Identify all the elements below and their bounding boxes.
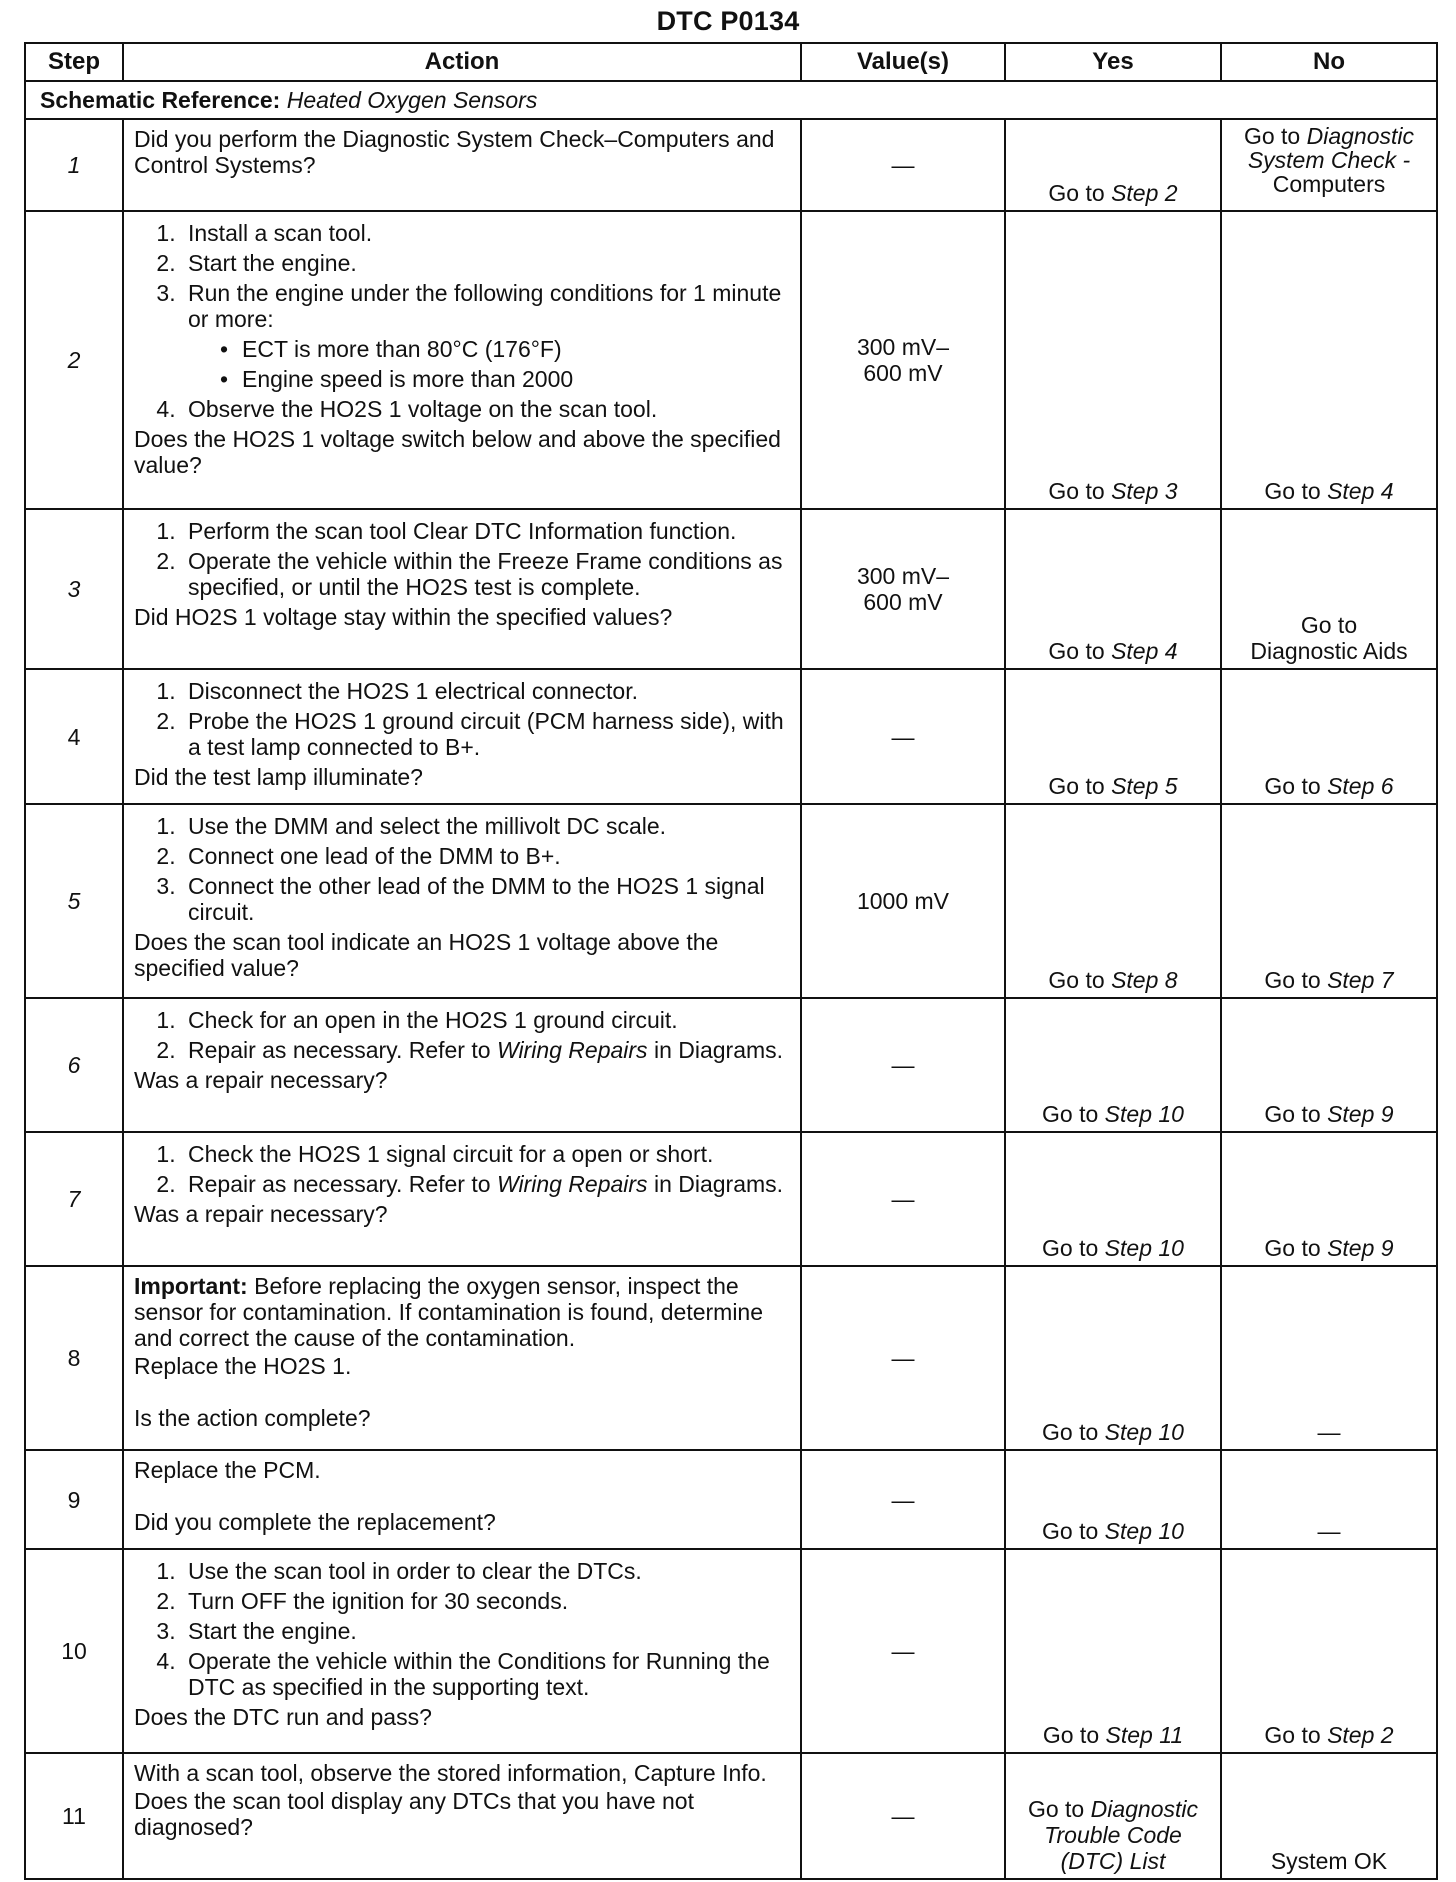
action-cell [123, 1132, 801, 1266]
action-question: Was a repair necessary? [134, 1201, 388, 1227]
action-question: Did you complete the replacement? [134, 1509, 496, 1535]
no-step-ref: 7 [1380, 967, 1394, 993]
yes-step-ref: 11 [1159, 1722, 1184, 1748]
action-item: 1. Perform the scan tool Clear DTC Information function. [182, 518, 790, 544]
no-cell: Go to Step 4 [1221, 211, 1437, 509]
action-question: Does the scan tool display any DTCs that you have not diagnosed? [134, 1788, 694, 1840]
action-question: Is the action complete? [134, 1405, 371, 1431]
no-cell: Go to Step 2 [1221, 1549, 1437, 1753]
no-cell: Go to Step 6 [1221, 669, 1437, 804]
wiring-repairs-ref: Wiring Repairs [496, 1171, 648, 1197]
yes-step-ref: 2 [1164, 180, 1178, 206]
step-number: 1 [25, 119, 123, 211]
yes-cell: Go to Step 4 [1005, 509, 1221, 669]
step-number: 3 [25, 509, 123, 669]
no-link-text: Diagnostic System Check - [1247, 123, 1415, 173]
table-row-step-5 [25, 804, 1437, 998]
no-cell: Go to Diagnostic Aids [1221, 509, 1437, 669]
no-step-ref: 9 [1380, 1235, 1394, 1261]
step-number: 9 [25, 1450, 123, 1549]
action-item: 1. Use the DMM and select the millivolt DC scale. [182, 813, 790, 839]
action-question: Does the DTC run and pass? [134, 1704, 432, 1730]
action-item: 3. Connect the other lead of the DMM to the HO2S 1 signal circuit. [182, 873, 790, 925]
table-row-step-6 [25, 998, 1437, 1132]
step-number: 2 [25, 211, 123, 509]
yes-step-ref: 8 [1164, 967, 1178, 993]
yes-cell [1005, 119, 1221, 211]
no-cell: Go to Step 9 [1221, 1132, 1437, 1266]
table-row-step-4 [25, 669, 1437, 804]
yes-cell: Go to Step 10 [1005, 1132, 1221, 1266]
header-action: Action [123, 43, 801, 81]
yes-cell: Go to Step 10 [1005, 1266, 1221, 1450]
action-instruction: Replace the PCM. [134, 1457, 321, 1483]
action-cell [123, 1266, 801, 1450]
yes-cell: Go to Step 10 [1005, 1450, 1221, 1549]
action-item: 1. Use the scan tool in order to clear the DTCs. [182, 1558, 790, 1584]
value-cell: — [801, 1753, 1005, 1879]
action-question: Does the HO2S 1 voltage switch below and above the specified value? [134, 426, 781, 478]
action-cell [123, 1450, 801, 1549]
table-row-step-8 [25, 1266, 1437, 1450]
action-cell [123, 669, 801, 804]
action-item: 1. Check for an open in the HO2S 1 ground circuit. [182, 1007, 790, 1033]
important-label: Important: [134, 1273, 248, 1299]
table-row-step-1 [25, 119, 1437, 211]
wiring-repairs-ref: Wiring Repairs [496, 1037, 648, 1063]
step-word: Step [1111, 180, 1159, 206]
table-row-step-7 [25, 1132, 1437, 1266]
value-cell: 300 mV– 600 mV [801, 211, 1005, 509]
no-text: Computers [1272, 171, 1386, 197]
action-question: Does the scan tool indicate an HO2S 1 voltage above the specified value? [134, 929, 719, 981]
action-question: Did HO2S 1 voltage stay within the specified values? [134, 604, 673, 630]
yes-step-ref: 10 [1158, 1518, 1184, 1544]
yes-step-ref: 4 [1164, 638, 1178, 664]
yes-cell: Go to Step 3 [1005, 211, 1221, 509]
yes-step-ref: 10 [1158, 1419, 1184, 1445]
action-question: Did you perform the Diagnostic System Check–Computers and Control Systems? [134, 126, 775, 178]
action-item: 2. Repair as necessary. Refer to Wiring Repairs in Diagrams. [182, 1037, 790, 1063]
yes-step-ref: 10 [1158, 1235, 1184, 1261]
step-number: 7 [25, 1132, 123, 1266]
step-number: 8 [25, 1266, 123, 1450]
no-step-ref: 6 [1380, 773, 1394, 799]
action-question: Was a repair necessary? [134, 1067, 388, 1093]
yes-cell: Go to Diagnostic Trouble Code (DTC) List [1005, 1753, 1221, 1879]
no-step-ref: 2 [1380, 1722, 1394, 1748]
diagnostic-table [24, 42, 1438, 1880]
dtc-list-ref: Diagnostic Trouble Code (DTC) List [1044, 1796, 1199, 1874]
step-number: 4 [25, 669, 123, 804]
no-cell: Go to Step 7 [1221, 804, 1437, 998]
value-cell: — [801, 1450, 1005, 1549]
value-cell: — [801, 669, 1005, 804]
action-item: 2. Connect one lead of the DMM to B+. [182, 843, 790, 869]
action-question: Did the test lamp illuminate? [134, 764, 423, 790]
go-to-text: Go to [1243, 123, 1301, 149]
schematic-value: Heated Oxygen Sensors [286, 87, 538, 113]
action-item: 2. Repair as necessary. Refer to Wiring Repairs in Diagrams. [182, 1171, 790, 1197]
table-row-step-2 [25, 211, 1437, 509]
action-item: 3. Run the engine under the following conditions for 1 minute or more: • ECT is more than 80°C (176°F) • Engine speed is more than 2000 [182, 280, 790, 392]
action-cell [123, 1753, 801, 1879]
no-cell: — [1221, 1266, 1437, 1450]
yes-cell: Go to Step 10 [1005, 998, 1221, 1132]
table-row-step-11 [25, 1753, 1437, 1879]
value-cell: 300 mV– 600 mV [801, 509, 1005, 669]
yes-cell: Go to Step 8 [1005, 804, 1221, 998]
action-item: 1. Install a scan tool. [182, 220, 790, 246]
no-step-ref: 9 [1380, 1101, 1394, 1127]
action-cell [123, 998, 801, 1132]
action-item: 2. Probe the HO2S 1 ground circuit (PCM harness side), with a test lamp connected to B+. [182, 708, 790, 760]
action-item: 4. Observe the HO2S 1 voltage on the scan tool. [182, 396, 790, 422]
action-item: 2. Operate the vehicle within the Freeze Frame conditions as specified, or until the HO2S test is complete. [182, 548, 790, 600]
action-item: 3. Start the engine. [182, 1618, 790, 1644]
action-instruction: Replace the HO2S 1. [134, 1353, 352, 1379]
header-row [25, 43, 1437, 81]
action-instruction: With a scan tool, observe the stored information, Capture Info. [134, 1760, 767, 1786]
step-number: 11 [25, 1753, 123, 1879]
yes-step-ref: 3 [1164, 478, 1178, 504]
action-item: 2. Turn OFF the ignition for 30 seconds. [182, 1588, 790, 1614]
value-cell: — [801, 1132, 1005, 1266]
step-number: 5 [25, 804, 123, 998]
schematic-row [25, 81, 1437, 119]
action-item: 2. Start the engine. [182, 250, 790, 276]
value-cell: — [801, 998, 1005, 1132]
table-row-step-10 [25, 1549, 1437, 1753]
action-item: 4. Operate the vehicle within the Conditions for Running the DTC as specified in the supporting text. [182, 1648, 790, 1700]
action-cell [123, 211, 801, 509]
yes-step-ref: 10 [1158, 1101, 1184, 1127]
value-cell: — [801, 119, 1005, 211]
no-cell: Go to Step 9 [1221, 998, 1437, 1132]
schematic-label: Schematic Reference: [40, 87, 281, 113]
header-values: Value(s) [801, 43, 1005, 81]
header-yes: Yes [1005, 43, 1221, 81]
bullet-item: • Engine speed is more than 2000 [236, 366, 790, 392]
action-cell [123, 509, 801, 669]
no-cell [1221, 119, 1437, 211]
important-note: Important: Before replacing the oxygen sensor, inspect the sensor for contamination. If contamination is found, determine and correct the cause of the contamination. [134, 1273, 764, 1351]
header-step: Step [25, 43, 123, 81]
no-cell: System OK [1221, 1753, 1437, 1879]
value-cell: 1000 mV [801, 804, 1005, 998]
go-to-text: Go to [1048, 180, 1105, 206]
yes-cell: Go to Step 11 [1005, 1549, 1221, 1753]
value-cell: — [801, 1266, 1005, 1450]
action-item: 1. Check the HO2S 1 signal circuit for a open or short. [182, 1141, 790, 1167]
action-cell [123, 119, 801, 211]
page-title: DTC P0134 [656, 6, 800, 36]
no-step-ref: 4 [1380, 478, 1394, 504]
table-row-step-3 [25, 509, 1437, 669]
yes-cell: Go to Step 5 [1005, 669, 1221, 804]
action-item: 1. Disconnect the HO2S 1 electrical connector. [182, 678, 790, 704]
bullet-item: • ECT is more than 80°C (176°F) [236, 336, 790, 362]
step-number: 10 [25, 1549, 123, 1753]
value-cell: — [801, 1549, 1005, 1753]
action-cell [123, 804, 801, 998]
yes-step-ref: 5 [1164, 773, 1178, 799]
table-row-step-9 [25, 1450, 1437, 1549]
header-no: No [1221, 43, 1437, 81]
step-number: 6 [25, 998, 123, 1132]
action-cell [123, 1549, 801, 1753]
no-cell: — [1221, 1450, 1437, 1549]
